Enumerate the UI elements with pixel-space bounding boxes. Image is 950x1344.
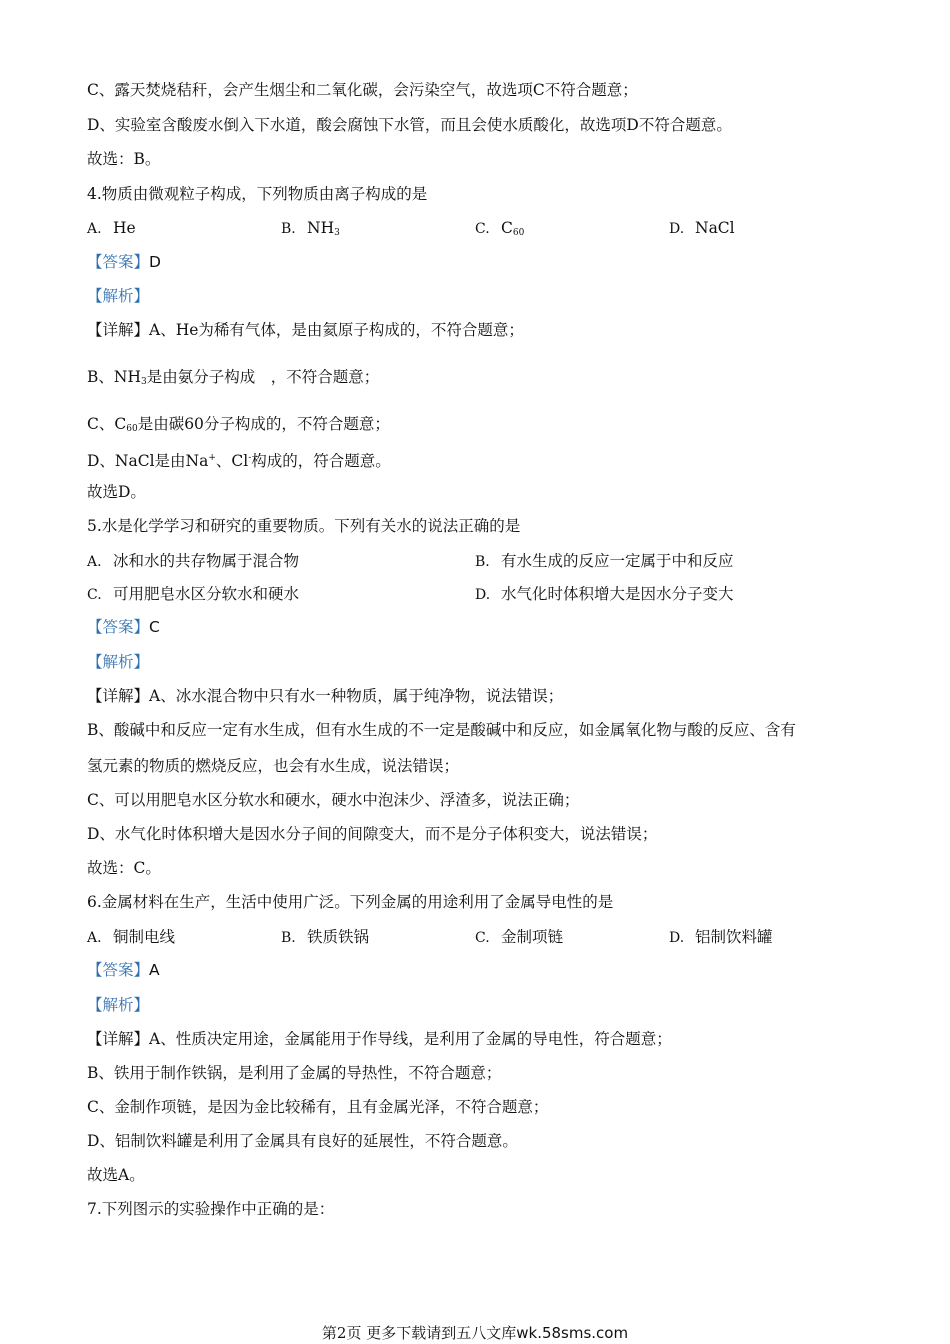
option-text: 水气化时体积增大是因水分子变大: [501, 585, 734, 603]
answer-tag: 【答案】: [87, 253, 150, 271]
q5-detail-d: D、水气化时体积增大是因水分子间的间隙变大，而不是分子体积变大，说法错误；: [87, 825, 658, 843]
q4-detail-a: 【详解】A、He为稀有气体，是由氦原子构成的，不符合题意；: [87, 321, 524, 339]
q5-analysis-tag: 【解析】: [87, 653, 150, 671]
q5-detail-c: C、可以用肥皂水区分软水和硬水，硬水中泡沫少、浮渣多，说法正确；: [87, 791, 580, 809]
q6-option-b: [281, 927, 369, 948]
detail-text: C、C: [87, 415, 127, 433]
detail-text: D、NaCl是由Na: [87, 452, 209, 470]
q4-analysis-tag: 【解析】: [87, 287, 150, 305]
detail-text: 是由碳60分子构成的，不符合题意；: [137, 415, 390, 433]
q3-option-d-explanation: D、实验室含酸废水倒入下水道，酸会腐蚀下水管，而且会使水质酸化，故选项D不符合题意。: [87, 116, 732, 134]
q4-option-a: [87, 218, 136, 239]
superscript: +: [208, 453, 216, 463]
page-footer: [0, 1322, 950, 1343]
detail-text: B、NH: [87, 368, 141, 386]
q4-detail-c: [87, 414, 390, 439]
q4-option-b: [281, 218, 340, 243]
q4-detail-d: [87, 448, 391, 471]
subscript: 3: [334, 228, 340, 238]
q4-option-c: [475, 218, 524, 243]
answer-value: A: [149, 961, 160, 979]
detail-text: 、Cl: [215, 452, 249, 470]
footer-link[interactable]: wk.58sms.com: [516, 1324, 629, 1342]
option-text: 冰和水的共存物属于混合物: [113, 552, 300, 570]
q4-answer: [87, 252, 161, 272]
q5-answer: [87, 617, 160, 637]
option-label: C.: [475, 930, 490, 946]
option-text: NH: [307, 219, 335, 237]
q3-conclusion: 故选：B。: [87, 150, 161, 168]
option-label: C.: [475, 221, 490, 237]
detail-text: 构成的，符合题意。: [251, 452, 391, 470]
answer-tag: 【答案】: [87, 961, 150, 979]
option-text: C: [501, 219, 513, 237]
option-text: He: [113, 219, 136, 237]
option-label: B.: [475, 554, 490, 570]
option-label: B.: [281, 930, 296, 946]
q7-stem: 7.下列图示的实验操作中正确的是：: [87, 1200, 335, 1218]
option-label: C.: [87, 587, 102, 603]
option-text: NaCl: [695, 219, 735, 237]
option-label: A.: [87, 554, 102, 570]
q6-detail-c: C、金制作项链，是因为金比较稀有，且有金属光泽，不符合题意；: [87, 1098, 549, 1116]
option-text: 铁质铁锅: [307, 928, 370, 946]
q6-detail-a: 【详解】A、性质决定用途，金属能用于作导线，是利用了金属的导电性，符合题意；: [87, 1030, 672, 1048]
q6-stem: 6.金属材料在生产，生活中使用广泛。下列金属的用途利用了金属导电性的是: [87, 893, 614, 911]
q5-detail-b-cont: 氢元素的物质的燃烧反应，也会有水生成，说法错误；: [87, 757, 460, 775]
q5-option-d: [475, 584, 734, 605]
q5-detail-b: B、酸碱中和反应一定有水生成，但有水生成的不一定是酸碱中和反应，如金属氧化物与酸的反应、含有: [87, 721, 796, 739]
option-label: A.: [87, 930, 102, 946]
detail-text: 是由氨分子构成 ，不符合题意；: [146, 368, 380, 386]
q6-answer: [87, 960, 160, 980]
q5-detail-a: 【详解】A、冰水混合物中只有水一种物质，属于纯净物，说法错误；: [87, 687, 564, 705]
q6-option-d: [669, 927, 773, 948]
superscript: -: [248, 453, 252, 463]
q5-option-b: [475, 551, 734, 572]
q6-option-c: [475, 927, 563, 948]
answer-value: D: [149, 253, 161, 271]
q6-analysis-tag: 【解析】: [87, 996, 150, 1014]
subscript: 60: [126, 424, 138, 434]
option-text: 可用肥皂水区分软水和硬水: [113, 585, 300, 603]
q5-stem: 5.水是化学学习和研究的重要物质。下列有关水的说法正确的是: [87, 517, 521, 535]
footer-text: 第2页 更多下载请到五八文库: [321, 1324, 517, 1342]
option-label: D.: [669, 930, 685, 946]
q5-option-c: [87, 584, 299, 605]
q5-conclusion: 故选：C。: [87, 859, 161, 877]
option-label: B.: [281, 221, 296, 237]
subscript: 3: [140, 377, 147, 387]
option-text: 有水生成的反应一定属于中和反应: [501, 552, 734, 570]
q4-detail-b: [87, 367, 379, 392]
option-label: A.: [87, 221, 102, 237]
option-text: 铝制饮料罐: [695, 928, 773, 946]
answer-value: C: [149, 618, 160, 636]
q4-stem: 4.物质由微观粒子构成，下列物质由离子构成的是: [87, 185, 428, 203]
option-text: 金制项链: [501, 928, 564, 946]
q6-option-a: [87, 927, 175, 948]
q6-detail-d: D、铝制饮料罐是利用了金属具有良好的延展性，不符合题意。: [87, 1132, 518, 1150]
answer-tag: 【答案】: [87, 618, 150, 636]
q5-option-a: [87, 551, 299, 572]
q6-conclusion: 故选A。: [87, 1166, 145, 1184]
q6-detail-b: B、铁用于制作铁锅，是利用了金属的导热性，不符合题意；: [87, 1064, 502, 1082]
option-label: D.: [669, 221, 685, 237]
option-text: 铜制电线: [113, 928, 176, 946]
option-label: D.: [475, 587, 491, 603]
subscript: 60: [512, 228, 525, 238]
q3-option-c-explanation: C、露天焚烧秸秆，会产生烟尘和二氧化碳，会污染空气，故选项C不符合题意；: [87, 81, 638, 99]
q4-conclusion: 故选D。: [87, 483, 146, 501]
q4-option-d: [669, 218, 735, 239]
